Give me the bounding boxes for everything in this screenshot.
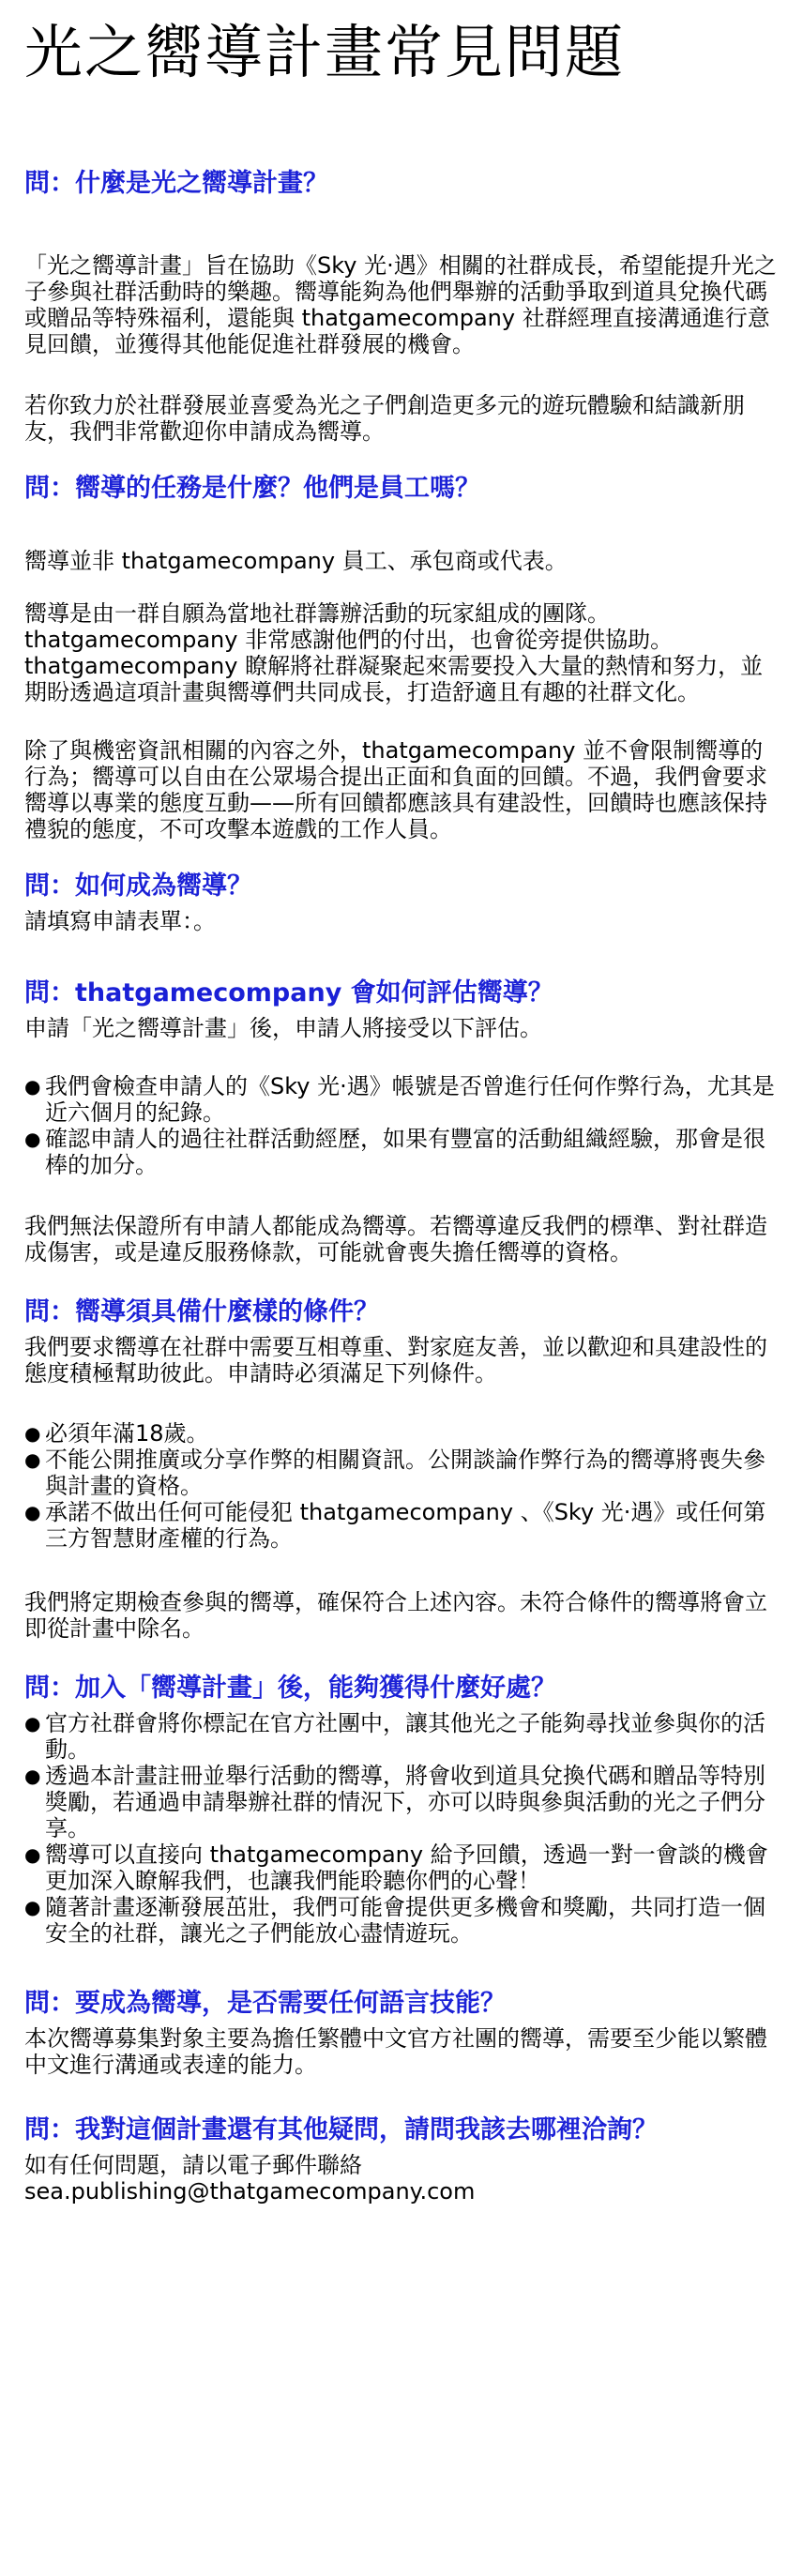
question-heading: 問：如何成為嚮導？ bbox=[24, 871, 252, 901]
answer-paragraph: 嚮導並非 thatgamecompany 員工、承包商或代表。 bbox=[24, 548, 568, 574]
faq-section-benefits bbox=[24, 1671, 779, 1947]
faq-section-contact bbox=[24, 2113, 779, 2205]
list-item: ● 官方社群會將你標記在官方社團中，讓其他光之子能夠尋找並參與你的活動。 bbox=[24, 1710, 779, 1763]
answer-intro: 申請「光之嚮導計畫」後，申請人將接受以下評估。 bbox=[24, 1015, 542, 1041]
list-item: ● 不能公開推廣或分享作弊的相關資訊。公開談論作弊行為的嚮導將喪失參與計畫的資格。 bbox=[24, 1447, 779, 1499]
contact-paragraph: 如有任何問題，請以電子郵件聯絡 sea.publishing@thatgamecompany.com bbox=[24, 2152, 476, 2205]
question-heading: 問：嚮導的任務是什麼？他們是員工嗎？ bbox=[24, 474, 480, 503]
faq-section-guide-role bbox=[24, 471, 779, 842]
answer-paragraph: 本次嚮導募集對象主要為擔任繁體中文官方社團的嚮導，需要至少能以繁體中文進行溝通或表達的能力。 bbox=[24, 2025, 767, 2078]
benefits-list bbox=[24, 1710, 779, 1947]
question-heading: 問：嚮導須具備什麼樣的條件？ bbox=[24, 1297, 379, 1326]
list-item: ● 嚮導可以直接向 thatgamecompany 給予回饋，透過一對一會談的機會更加深入瞭解我們，也讓我們能聆聽你們的心聲！ bbox=[24, 1841, 779, 1894]
answer-paragraph: 若你致力於社群發展並喜愛為光之子們創造更多元的遊玩體驗和結識新朋友，我們非常歡迎你申請成為嚮導。 bbox=[24, 392, 745, 445]
answer-intro: 我們要求嚮導在社群中需要互相尊重、對家庭友善，並以歡迎和具建設性的態度積極幫助彼此。申請時必須滿足下列條件。 bbox=[24, 1334, 767, 1386]
answer-outro: 我們將定期檢查參與的嚮導，確保符合上述內容。未符合條件的嚮導將會立即從計畫中除名。 bbox=[24, 1589, 767, 1642]
question-heading: 問：加入「嚮導計畫」後，能夠獲得什麼好處？ bbox=[24, 1674, 556, 1703]
faq-section-language bbox=[24, 1986, 779, 2078]
faq-section-requirements bbox=[24, 1295, 779, 1642]
faq-section-how-to-apply bbox=[24, 869, 779, 934]
answer-paragraph: 請填寫申請表單：。 bbox=[24, 908, 216, 934]
criteria-list bbox=[24, 1073, 779, 1178]
question-heading: 問：要成為嚮導，是否需要任何語言技能？ bbox=[24, 1989, 506, 2018]
faq-section-evaluation bbox=[24, 976, 779, 1265]
answer-paragraph: 嚮導是由一群自願為當地社群籌辦活動的玩家組成的團隊。thatgamecompany 非常感謝他們的付出，也會從旁提供協助。thatgamecompany 瞭解將社群凝聚起來需要投入大量的熱情和努力，並期盼透過這項計畫與嚮導們共同成長，打造舒適且有趣的社群文化。 bbox=[24, 600, 764, 705]
requirements-list bbox=[24, 1420, 779, 1552]
question-heading: 問：我對這個計畫還有其他疑問，請問我該去哪裡洽詢？ bbox=[24, 2115, 658, 2144]
list-item: ● 承諾不做出任何可能侵犯 thatgamecompany 、《Sky 光·遇》或任何第三方智慧財產權的行為。 bbox=[24, 1499, 779, 1552]
question-heading: 問：thatgamecompany 會如何評估嚮導？ bbox=[24, 978, 553, 1008]
answer-outro: 我們無法保證所有申請人都能成為嚮導。若嚮導違反我們的標準、對社群造成傷害，或是違反服務條款，可能就會喪失擔任嚮導的資格。 bbox=[24, 1213, 767, 1265]
answer-paragraph: 「光之嚮導計畫」旨在協助《Sky 光·遇》相關的社群成長，希望能提升光之子參與社群活動時的樂趣。嚮導能夠為他們舉辦的活動爭取到道具兌換代碼或贈品等特殊福利，還能與 thatgamecompany 社群經理直接溝通進行意見回饋，並獲得其他能促進社群發展的機會。 bbox=[24, 252, 777, 357]
list-item: ● 透過本計畫註冊並舉行活動的嚮導，將會收到道具兌換代碼和贈品等特別獎勵，若通過申請舉辦社群的情況下，亦可以時與參與活動的光之子們分享。 bbox=[24, 1763, 779, 1841]
page-title: 光之嚮導計畫常見問題 bbox=[24, 18, 626, 86]
question-heading: 問：什麼是光之嚮導計畫？ bbox=[24, 169, 328, 198]
faq-section-what-is bbox=[24, 166, 779, 445]
list-item: ● 隨著計畫逐漸發展茁壯，我們可能會提供更多機會和獎勵，共同打造一個安全的社群，讓光之子們能放心盡情遊玩。 bbox=[24, 1894, 779, 1947]
list-item: ● 我們會檢查申請人的《Sky 光·遇》帳號是否曾進行任何作弊行為，尤其是近六個月的紀錄。 bbox=[24, 1073, 779, 1126]
list-item: ● 確認申請人的過往社群活動經歷，如果有豐富的活動組織經驗，那會是很棒的加分。 bbox=[24, 1126, 779, 1178]
list-item: ● 必須年滿18歲。 bbox=[24, 1420, 779, 1447]
answer-paragraph: 除了與機密資訊相關的內容之外，thatgamecompany 並不會限制嚮導的行為；嚮導可以自由在公眾場合提出正面和負面的回饋。不過，我們會要求嚮導以專業的態度互動——所有回饋都應該具有建設性，回饋時也應該保持禮貌的態度，不可攻擊本遊戲的工作人員。 bbox=[24, 737, 767, 842]
